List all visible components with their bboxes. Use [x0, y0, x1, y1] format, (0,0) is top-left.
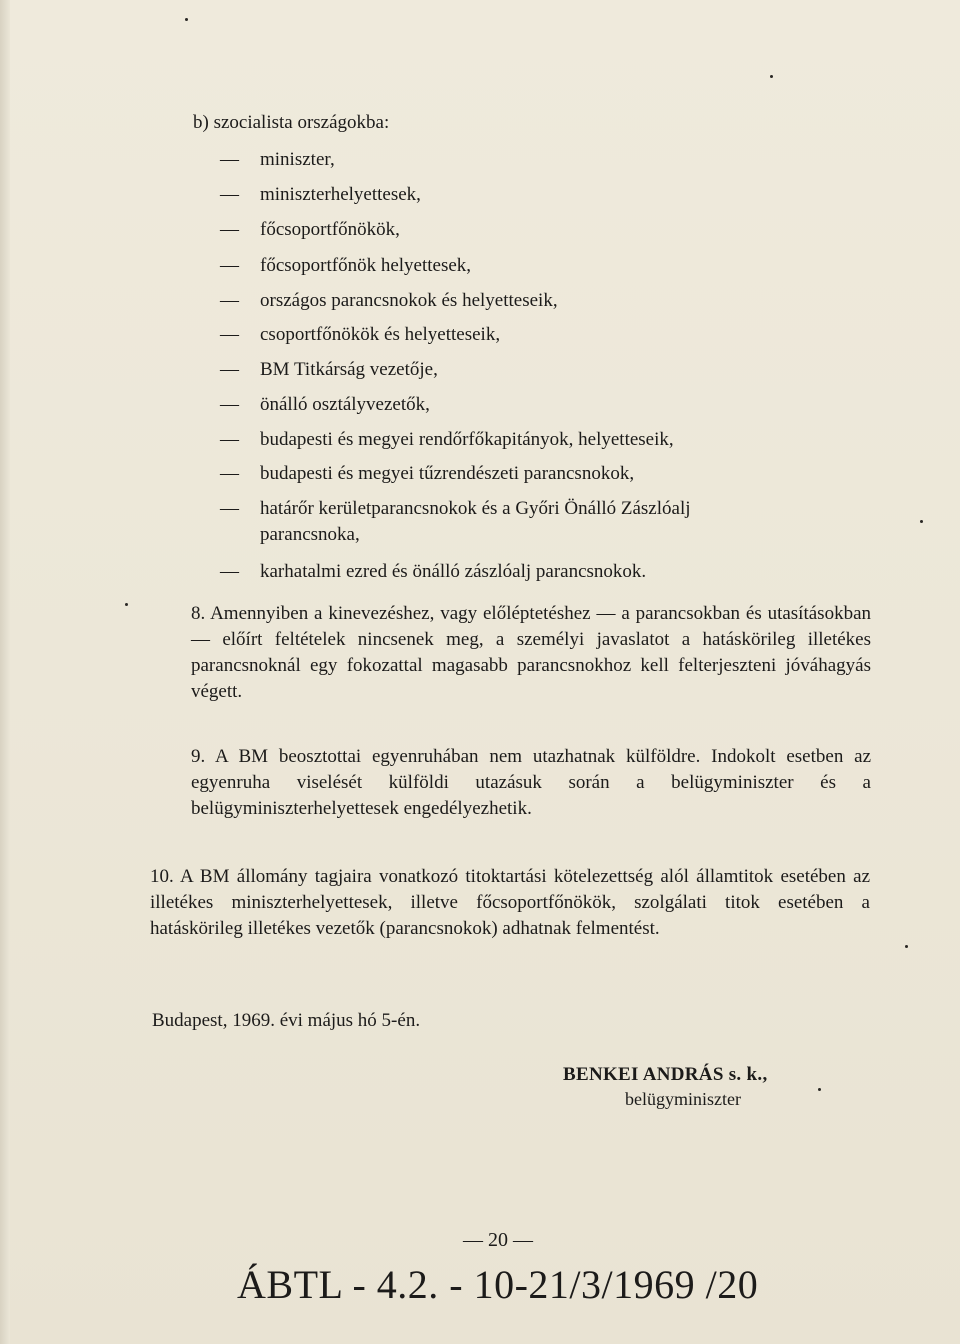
scan-speck: [920, 520, 923, 523]
list-item-continuation: parancsnoka,: [260, 524, 360, 545]
page-number: — 20 —: [463, 1229, 533, 1251]
list-item: — budapesti és megyei tűzrendészeti parancsnokok,: [220, 463, 635, 484]
scan-speck: [818, 1088, 821, 1091]
paragraph-number: 8.: [191, 603, 206, 624]
list-item: — főcsoportfőnökök,: [220, 219, 400, 240]
paragraph-8: [191, 601, 871, 705]
scan-speck: [125, 603, 128, 606]
signatory-name: BENKEI ANDRÁS s. k.,: [563, 1064, 768, 1085]
list-item: — miniszter,: [220, 149, 335, 170]
paragraph-number: 10.: [150, 866, 174, 887]
paragraph-text: A BM állomány tagjaira vonatkozó titoktartási kötelezettség alól államtitok esetében az illetékes miniszterhelyettesek, illetve főcsoportfőnökök, szolgálati titok esetében a hatáskörileg illetékes vezetők (parancsnokok) adhatnak felmentést.: [150, 866, 870, 939]
list-item: — BM Titkárság vezetője,: [220, 359, 438, 380]
list-item: — budapesti és megyei rendőrfőkapitányok, helyetteseik,: [220, 429, 674, 450]
list-item: — karhatalmi ezred és önálló zászlóalj parancsnokok.: [220, 561, 647, 582]
paragraph-text: A BM beosztottai egyenruhában nem utazhatnak külföldre. Indokolt esetben az egyenruha viselését külföldi utazásuk során a belügyminiszter és a belügyminiszterhelyettesek engedélyezhetik.: [191, 746, 871, 819]
scan-speck: [905, 945, 908, 948]
signatory-title: belügyminiszter: [625, 1089, 741, 1109]
list-item: — önálló osztályvezetők,: [220, 394, 430, 415]
list-item: — országos parancsnokok és helyetteseik,: [220, 290, 558, 311]
list-item: — miniszterhelyettesek,: [220, 184, 421, 205]
date-line: Budapest, 1969. évi május hó 5-én.: [152, 1010, 421, 1031]
list-item: — főcsoportfőnök helyettesek,: [220, 255, 472, 276]
section-b-heading: b) szocialista országokba:: [193, 112, 390, 133]
paragraph-9: [191, 744, 871, 822]
list-item: — csoportfőnökök és helyetteseik,: [220, 324, 501, 345]
paragraph-10: [150, 864, 870, 942]
paragraph-text: Amennyiben a kinevezéshez, vagy előléptetéshez — a parancsokban és utasításokban — előírt feltételek nincsenek meg, a személyi javaslatot a hatáskörileg illetékes parancsnoknál egy fokozattal magasabb parancsnokhoz kell felterjeszteni jóváhagyás végett.: [191, 603, 872, 702]
archive-reference-stamp: ÁBTL - 4.2. - 10-21/3/1969 /20: [237, 1262, 759, 1307]
paragraph-number: 9.: [191, 746, 206, 767]
scan-speck: [185, 18, 188, 21]
scan-speck: [770, 75, 773, 78]
list-item: — határőr kerületparancsnokok és a Győri Önálló Zászlóalj: [220, 498, 691, 519]
